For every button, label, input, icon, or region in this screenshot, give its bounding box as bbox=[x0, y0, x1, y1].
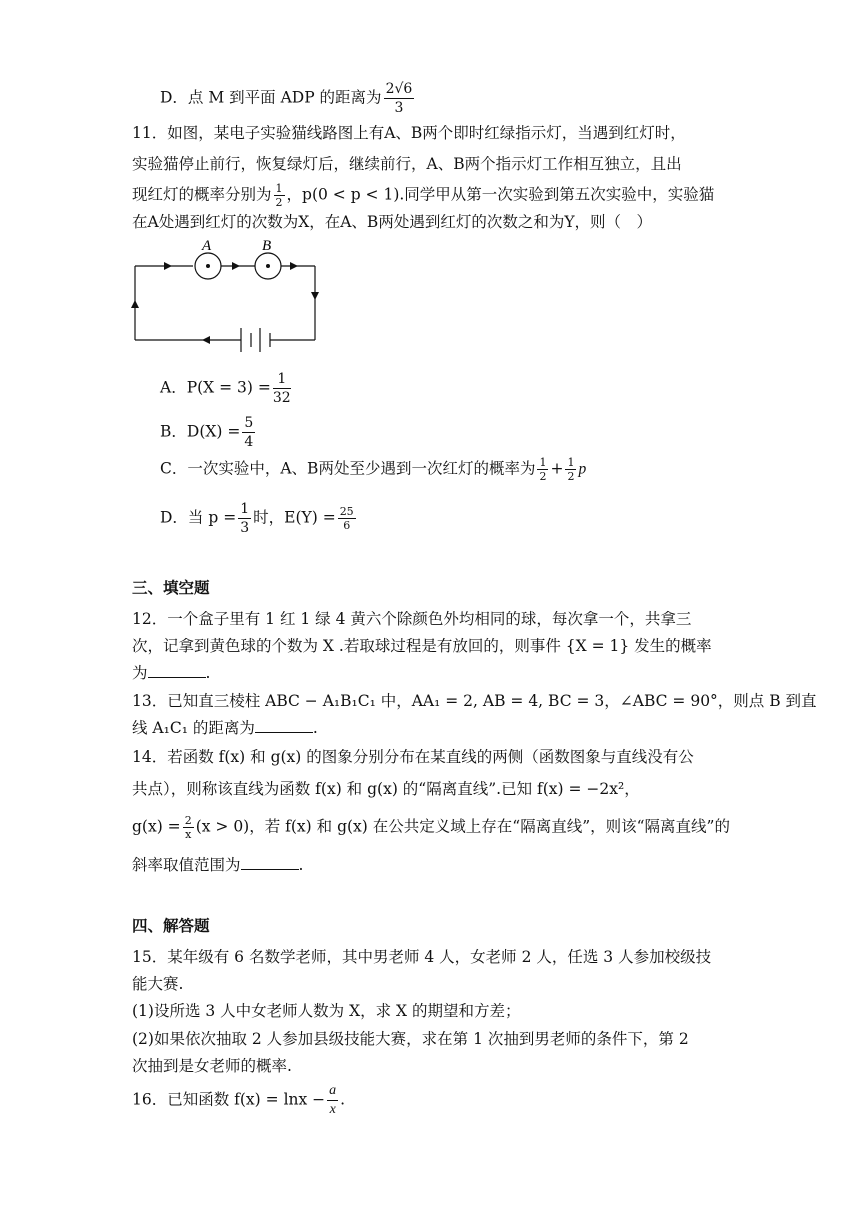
q12-line-1: 12．一个盒子里有 1 红 1 绿 4 黄六个除颜色外均相同的球，每次拿一个，共拿三 bbox=[132, 610, 692, 628]
fraction-denominator: x bbox=[185, 828, 192, 841]
fraction-denominator: 32 bbox=[272, 390, 291, 406]
lamp-b-label: B bbox=[262, 238, 272, 254]
option-d-middle: 时，E(Y) = bbox=[253, 508, 336, 527]
option-a-fraction bbox=[273, 370, 291, 407]
arrow-right-icon bbox=[232, 262, 240, 270]
option-b-fraction bbox=[242, 414, 255, 451]
answer-blank[interactable] bbox=[255, 718, 313, 733]
arrow-down-icon bbox=[311, 292, 319, 300]
q13-line-1: 13．已知直三棱柱 ABC − A₁B₁C₁ 中，AA₁ = 2, AB = 4, BC = 3，∠ABC = 90°，则点 B 到直 bbox=[132, 692, 817, 710]
fraction-numerator: 1 bbox=[273, 370, 291, 389]
q16-tail: . bbox=[340, 1090, 346, 1109]
prev-option-d-text: D．点 M 到平面 ADP 的距离为 bbox=[160, 88, 382, 107]
q11-prob-fraction bbox=[274, 182, 285, 209]
q16-text: 16．已知函数 f(x) = lnx − bbox=[132, 1090, 326, 1109]
q15-line-4: (2)如果依次抽取 2 人参加县级技能大赛，求在第 1 次抽到男老师的条件下，第 2 bbox=[132, 1030, 689, 1048]
q15-line-1: 15．某年级有 6 名数学老师，其中男老师 4 人，女老师 2 人，任选 3 人参加校级技 bbox=[132, 948, 712, 966]
q11-line-3-tail: ，p(0 < p < 1).同学甲从第一次实验到第五次实验中，实验猫 bbox=[286, 185, 715, 204]
fraction-numerator: 1 bbox=[275, 182, 283, 195]
q14-fraction bbox=[183, 814, 194, 841]
fraction-denominator: 6 bbox=[343, 519, 351, 532]
arrow-right-icon bbox=[164, 262, 172, 270]
prev-option-d-fraction bbox=[384, 80, 415, 117]
fraction-numerator: a bbox=[327, 1082, 338, 1101]
arrow-right-icon bbox=[290, 262, 298, 270]
fraction-numerator: 5 bbox=[244, 415, 254, 431]
circuit-diagram bbox=[128, 236, 328, 360]
fraction-denominator: 4 bbox=[244, 434, 254, 450]
option-d-text: D．当 p = bbox=[160, 508, 237, 527]
option-c-fraction-1 bbox=[537, 456, 548, 483]
q11-option-c bbox=[160, 456, 586, 483]
q14-line-3 bbox=[132, 814, 730, 841]
option-c-fraction-2 bbox=[565, 456, 576, 483]
q14-line-4-text: 斜率取值范围为 bbox=[132, 856, 241, 874]
fraction-numerator: 25 bbox=[339, 505, 354, 518]
lamp-a-dot bbox=[206, 264, 210, 268]
fraction-numerator: 1 bbox=[539, 456, 547, 469]
fraction-numerator: 1 bbox=[567, 456, 575, 469]
q12-line-2: 次，记拿到黄色球的个数为 X .若取球过程是有放回的，则事件 {X = 1} 发生的概率 bbox=[132, 637, 712, 655]
lamp-b-dot bbox=[266, 264, 270, 268]
q11-option-b bbox=[160, 414, 257, 451]
q14-line-4: 斜率取值范围为 . bbox=[132, 856, 304, 874]
fraction-numerator: 2 bbox=[184, 814, 192, 827]
q15-line-2: 能大赛. bbox=[132, 975, 184, 993]
section-4-title: 四、解答题 bbox=[132, 917, 210, 935]
answer-blank[interactable] bbox=[148, 663, 206, 678]
variable-p: p bbox=[578, 460, 587, 478]
q11-line-1: 11．如图，某电子实验猫线路图上有A、B两个即时红绿指示灯，当遇到红灯时， bbox=[132, 124, 686, 142]
q16-fraction bbox=[327, 1082, 338, 1119]
option-a-text: A．P(X = 3) = bbox=[160, 378, 271, 397]
fraction-denominator: x bbox=[329, 1102, 336, 1117]
section-3-title: 三、填空题 bbox=[132, 579, 210, 597]
arrow-left-icon bbox=[202, 336, 210, 344]
q14-line-1: 14．若函数 f(x) 和 g(x) 的图象分别分布在某直线的两侧（函数图象与直线没有公 bbox=[132, 748, 694, 766]
q11-option-a bbox=[160, 370, 293, 407]
q11-line-3 bbox=[132, 182, 714, 209]
option-d-fraction-2 bbox=[338, 505, 356, 532]
option-d-fraction-1 bbox=[238, 500, 251, 537]
fraction-denominator: 2 bbox=[567, 470, 575, 483]
option-c-text: C．一次实验中，A、B两处至少遇到一次红灯的概率为 bbox=[160, 459, 536, 478]
lamp-a-label: A bbox=[202, 238, 212, 254]
fraction-denominator: 3 bbox=[240, 520, 250, 536]
q14-line-2: 共点），则称该直线为函数 f(x) 和 g(x) 的“隔离直线”.已知 f(x) = −2x²， bbox=[132, 780, 640, 798]
fraction-numerator: 2√6 bbox=[385, 81, 413, 97]
q11-option-d bbox=[160, 500, 358, 537]
q14-line-3-tail: (x > 0)，若 f(x) 和 g(x) 在公共定义域上存在“隔离直线”，则该“隔离直线”的 bbox=[195, 817, 730, 836]
prev-option-d bbox=[160, 80, 416, 117]
q12-line-3-text: 为 bbox=[132, 664, 148, 682]
q13-line-2-text: 线 A₁C₁ 的距离为 bbox=[132, 719, 255, 737]
fraction-denominator: 2 bbox=[539, 470, 547, 483]
fraction-denominator: 3 bbox=[394, 100, 404, 116]
q11-line-2: 实验猫停止前行，恢复绿灯后，继续前行，A、B两个指示灯工作相互独立，且出 bbox=[132, 155, 682, 173]
fraction-denominator: 2 bbox=[275, 196, 283, 209]
q14-line-3-text: g(x) = bbox=[132, 817, 181, 836]
fraction-numerator: 1 bbox=[240, 501, 250, 517]
q16-line bbox=[132, 1082, 345, 1119]
arrow-up-icon bbox=[131, 300, 139, 308]
answer-blank[interactable] bbox=[241, 855, 299, 870]
q12-line-3: 为 . bbox=[132, 664, 211, 682]
q11-line-4: 在A处遇到红灯的次数为X，在A、B两处遇到红灯的次数之和为Y，则（ ） bbox=[132, 213, 653, 231]
q15-line-3: (1)设所选 3 人中女老师人数为 X，求 X 的期望和方差； bbox=[132, 1002, 521, 1020]
q15-line-5: 次抽到是女老师的概率. bbox=[132, 1057, 292, 1075]
q13-line-2: 线 A₁C₁ 的距离为 . bbox=[132, 719, 318, 737]
q11-line-3-text: 现红灯的概率分别为 bbox=[132, 185, 272, 204]
plus-sign: + bbox=[550, 459, 564, 478]
option-b-text: B．D(X) = bbox=[160, 422, 241, 441]
